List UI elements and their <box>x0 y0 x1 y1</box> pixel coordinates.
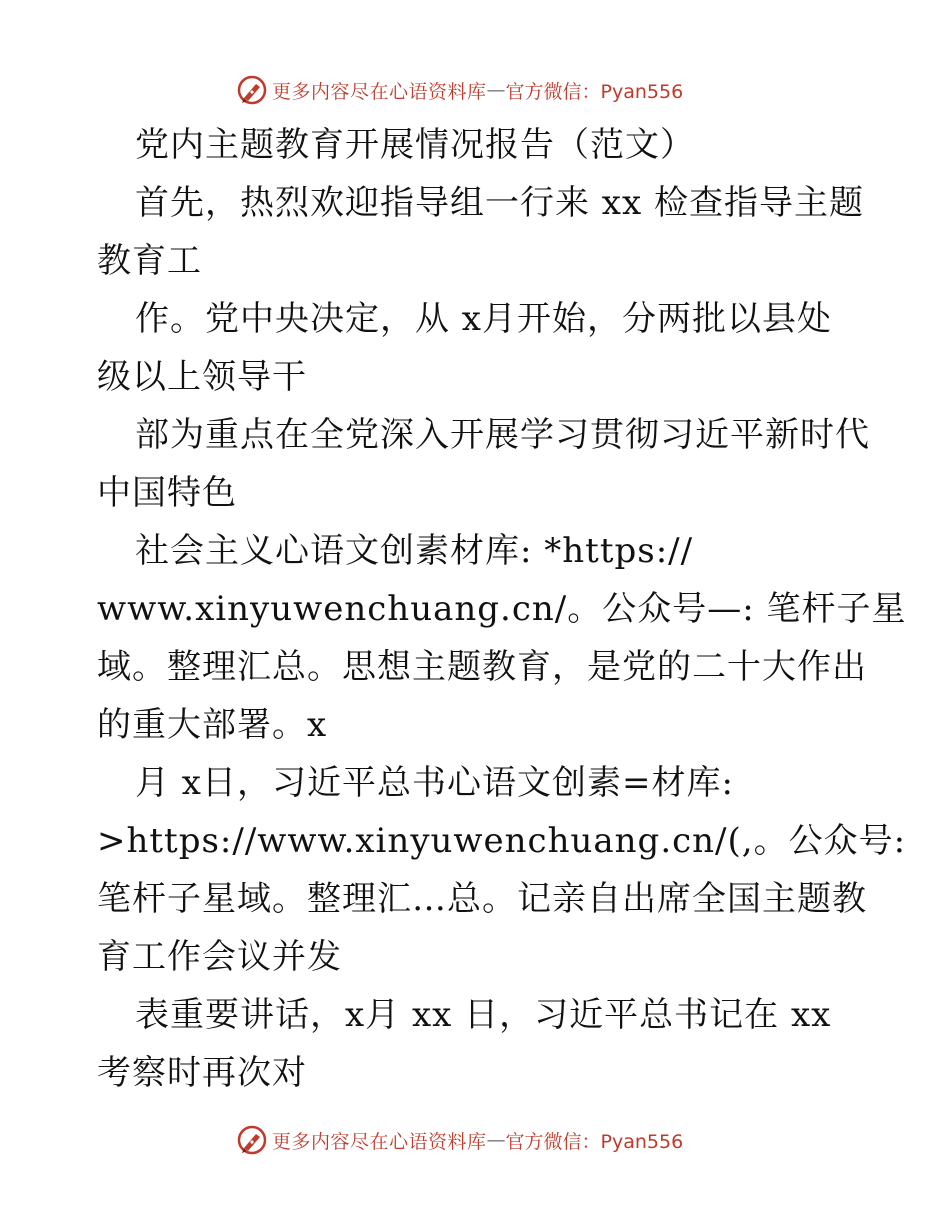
document-body <box>97 116 907 1102</box>
paragraph-line: 作。党中央决定，从 x月开始，分两批以县处 <box>135 299 832 339</box>
watermark-separator: — <box>486 1129 506 1151</box>
pen-logo-icon <box>236 1124 268 1156</box>
footer-watermark <box>236 1124 683 1156</box>
paragraph-line: 首先，热烈欢迎指导组一行来 xx 检查指导主题 <box>135 183 864 223</box>
watermark-suffix: 官方微信：Pyan556 <box>505 1130 684 1153</box>
watermark-suffix: 官方微信：Pyan556 <box>505 80 684 103</box>
paragraph-line: 中国特色 <box>97 473 237 513</box>
document-title: 党内主题教育开展情况报告（范文） <box>135 125 695 165</box>
paragraph-line: 育工作会议并发 <box>97 937 342 977</box>
paragraph-line: 级以上领导干 <box>97 357 307 397</box>
paragraph-line: 考察时再次对 <box>97 1053 307 1093</box>
paragraph-line: 表重要讲话，x月 xx 日，习近平总书记在 xx <box>135 995 832 1035</box>
paragraph-line: 笔杆子星域。整理汇…总。记亲自出席全国主题教 <box>97 879 867 919</box>
paragraph-line: www.xinyuwenchuang.cn/。公众号—: 笔杆子星 <box>97 589 907 629</box>
paragraph-line: 域。整理汇总。思想主题教育，是党的二十大作出 <box>97 647 867 687</box>
pen-logo-icon <box>236 74 268 106</box>
paragraph-line: >https://www.xinyuwenchuang.cn/(,。公众号: <box>97 821 907 861</box>
watermark-separator: — <box>486 79 506 101</box>
watermark-text: 更多内容尽在心语资料库 <box>272 1130 487 1153</box>
paragraph-line: 部为重点在全党深入开展学习贯彻习近平新时代 <box>135 415 870 455</box>
header-watermark <box>236 74 683 106</box>
paragraph-line: 教育工 <box>97 241 202 281</box>
watermark-text: 更多内容尽在心语资料库 <box>272 80 487 103</box>
paragraph-line: 社会主义心语文创素材库: *https:// <box>135 531 694 571</box>
paragraph-line: 的重大部署。x <box>97 705 328 745</box>
paragraph-line: 月 x日，习近平总书心语文创素=材库: <box>135 763 734 803</box>
